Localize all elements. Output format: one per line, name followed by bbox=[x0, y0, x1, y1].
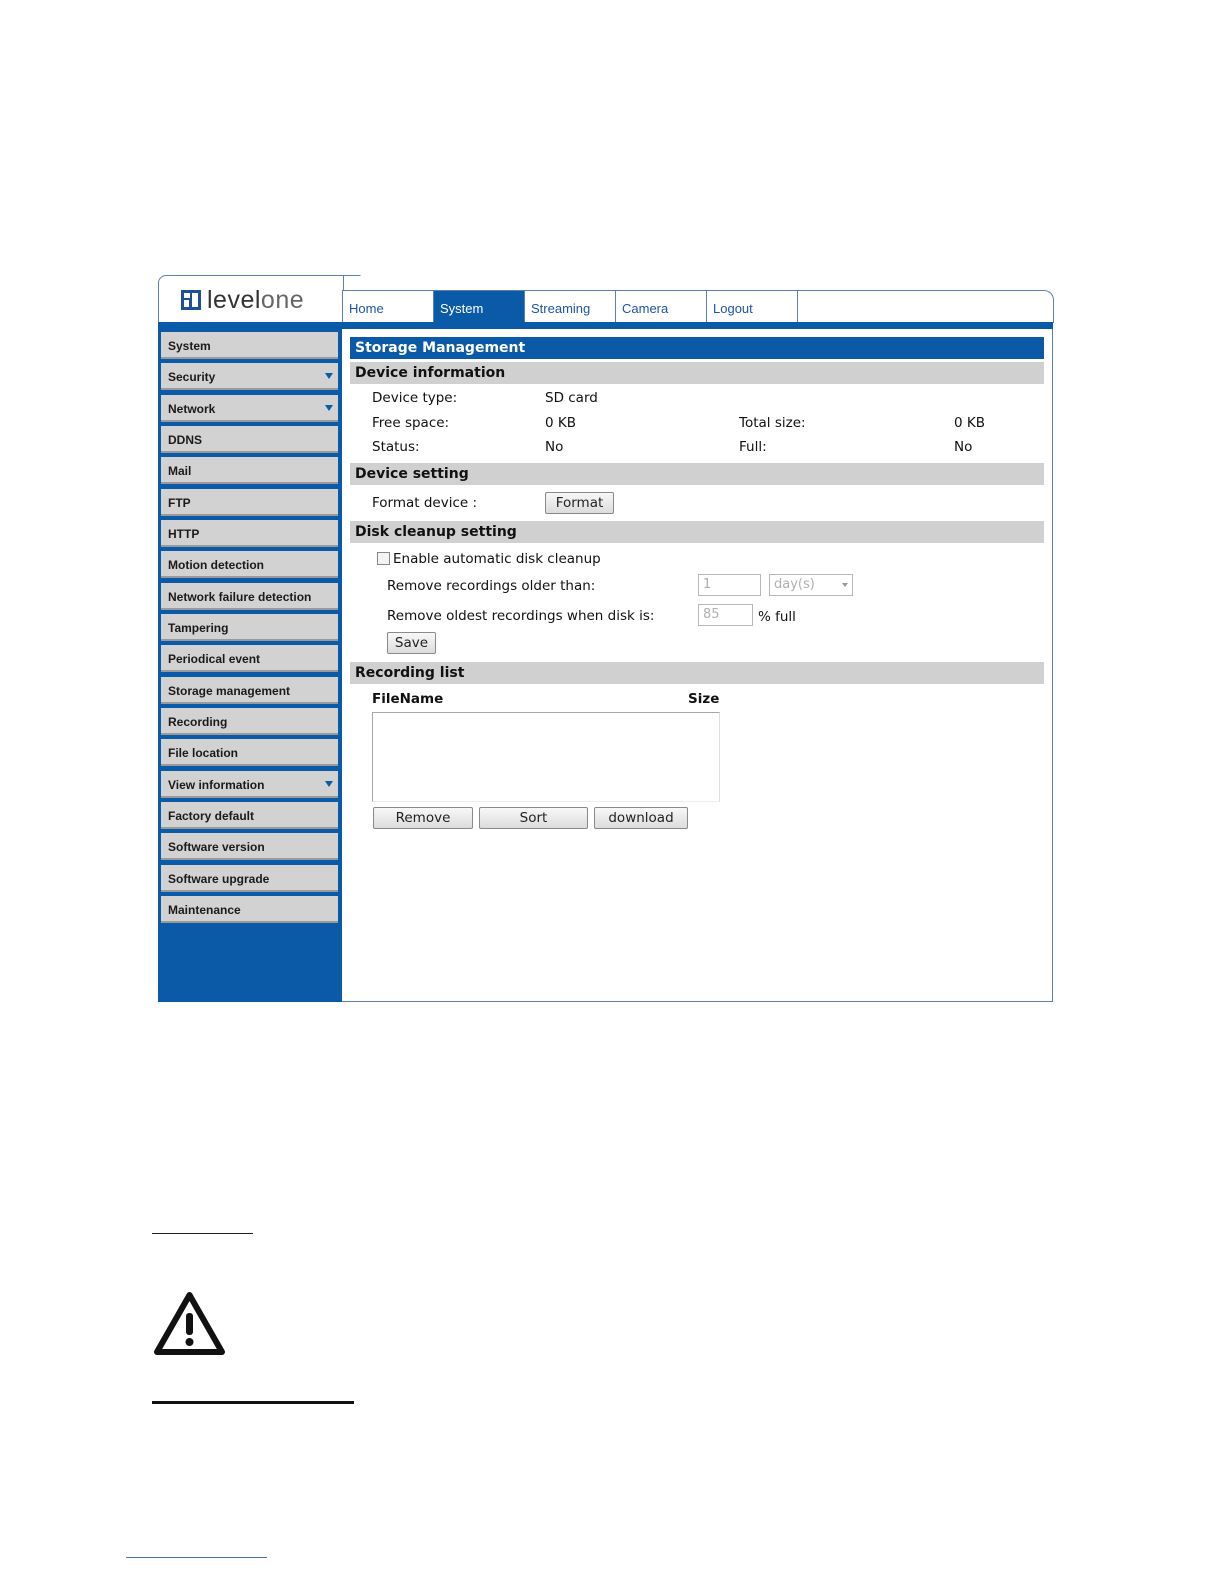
sidebar-item-periodical-event[interactable]: Periodical event bbox=[161, 645, 338, 672]
format-button[interactable]: Format bbox=[545, 492, 614, 514]
size-column-header: Size bbox=[688, 691, 720, 707]
main-content bbox=[342, 329, 1053, 1002]
underline-rule bbox=[152, 1233, 253, 1234]
sidebar-item-security[interactable]: Security bbox=[161, 363, 338, 390]
sidebar-item-maintenance[interactable]: Maintenance bbox=[161, 896, 338, 923]
disk-percent-input[interactable]: 85 bbox=[698, 604, 753, 626]
full-value: No bbox=[954, 439, 973, 455]
chevron-down-icon bbox=[325, 405, 333, 411]
sidebar-item-file-location[interactable]: File location bbox=[161, 739, 338, 766]
nav-underline bbox=[342, 322, 1053, 329]
divider-rule bbox=[152, 1401, 354, 1404]
tab-streaming[interactable]: Streaming bbox=[525, 291, 616, 323]
total-size-value: 0 KB bbox=[954, 415, 985, 431]
day-unit-select[interactable]: day(s) bbox=[769, 574, 853, 596]
sidebar-item-tampering[interactable]: Tampering bbox=[161, 614, 338, 641]
remove-older-label: Remove recordings older than: bbox=[387, 578, 596, 594]
tab-logout[interactable]: Logout bbox=[707, 291, 798, 323]
sidebar-item-http[interactable]: HTTP bbox=[161, 520, 338, 547]
footnote-rule bbox=[126, 1557, 267, 1558]
warning-triangle-icon bbox=[153, 1291, 226, 1356]
sidebar-item-ftp[interactable]: FTP bbox=[161, 489, 338, 516]
status-value: No bbox=[545, 439, 564, 455]
sidebar-item-factory-default[interactable]: Factory default bbox=[161, 802, 338, 829]
sidebar-item-network[interactable]: Network bbox=[161, 395, 338, 422]
sidebar-item-ddns[interactable]: DDNS bbox=[161, 426, 338, 453]
section-disk-cleanup-setting: Disk cleanup setting bbox=[350, 521, 1044, 543]
web-ui-frame bbox=[158, 275, 1053, 1002]
tab-system[interactable]: System bbox=[434, 291, 525, 323]
format-device-label: Format device : bbox=[372, 495, 478, 511]
levelone-logo bbox=[181, 286, 305, 314]
top-nav bbox=[342, 290, 1054, 323]
sidebar-item-recording[interactable]: Recording bbox=[161, 708, 338, 735]
chevron-down-icon bbox=[325, 781, 333, 787]
full-label: Full: bbox=[739, 439, 767, 455]
logo-tab bbox=[158, 275, 344, 324]
free-space-value: 0 KB bbox=[545, 415, 576, 431]
sidebar-item-network-failure-detection[interactable]: Network failure detection bbox=[161, 583, 338, 610]
filename-column-header: FileName bbox=[372, 691, 444, 707]
save-button[interactable]: Save bbox=[387, 632, 436, 654]
page-title: Storage Management bbox=[350, 337, 1044, 359]
remove-oldest-label: Remove oldest recordings when disk is: bbox=[387, 608, 655, 624]
tab-home[interactable]: Home bbox=[343, 291, 434, 323]
levelone-logo-icon bbox=[181, 290, 201, 310]
sidebar-item-software-upgrade[interactable]: Software upgrade bbox=[161, 865, 338, 892]
remove-button[interactable]: Remove bbox=[373, 807, 473, 829]
device-type-value: SD card bbox=[545, 390, 598, 406]
chevron-down-icon bbox=[842, 583, 848, 587]
section-device-information: Device information bbox=[350, 362, 1044, 384]
recording-list-box[interactable] bbox=[372, 712, 720, 802]
total-size-label: Total size: bbox=[739, 415, 806, 431]
older-days-input[interactable]: 1 bbox=[698, 574, 761, 596]
sidebar-item-mail[interactable]: Mail bbox=[161, 457, 338, 484]
download-button[interactable]: download bbox=[594, 807, 688, 829]
sidebar-item-motion-detection[interactable]: Motion detection bbox=[161, 551, 338, 578]
sidebar bbox=[158, 322, 342, 1002]
enable-cleanup-label: Enable automatic disk cleanup bbox=[393, 551, 601, 567]
device-type-label: Device type: bbox=[372, 390, 458, 406]
sidebar-item-system[interactable]: System bbox=[161, 332, 338, 359]
enable-cleanup-checkbox[interactable] bbox=[377, 552, 390, 565]
section-device-setting: Device setting bbox=[350, 463, 1044, 485]
chevron-down-icon bbox=[325, 373, 333, 379]
free-space-label: Free space: bbox=[372, 415, 450, 431]
logo-text: levelone bbox=[207, 286, 305, 314]
tab-camera[interactable]: Camera bbox=[616, 291, 707, 323]
sidebar-item-software-version[interactable]: Software version bbox=[161, 833, 338, 860]
sort-button[interactable]: Sort bbox=[479, 807, 588, 829]
percent-full-label: % full bbox=[758, 609, 796, 625]
sidebar-item-storage-management[interactable]: Storage management bbox=[161, 677, 338, 704]
section-recording-list: Recording list bbox=[350, 662, 1044, 684]
status-label: Status: bbox=[372, 439, 420, 455]
sidebar-item-view-information[interactable]: View information bbox=[161, 771, 338, 798]
